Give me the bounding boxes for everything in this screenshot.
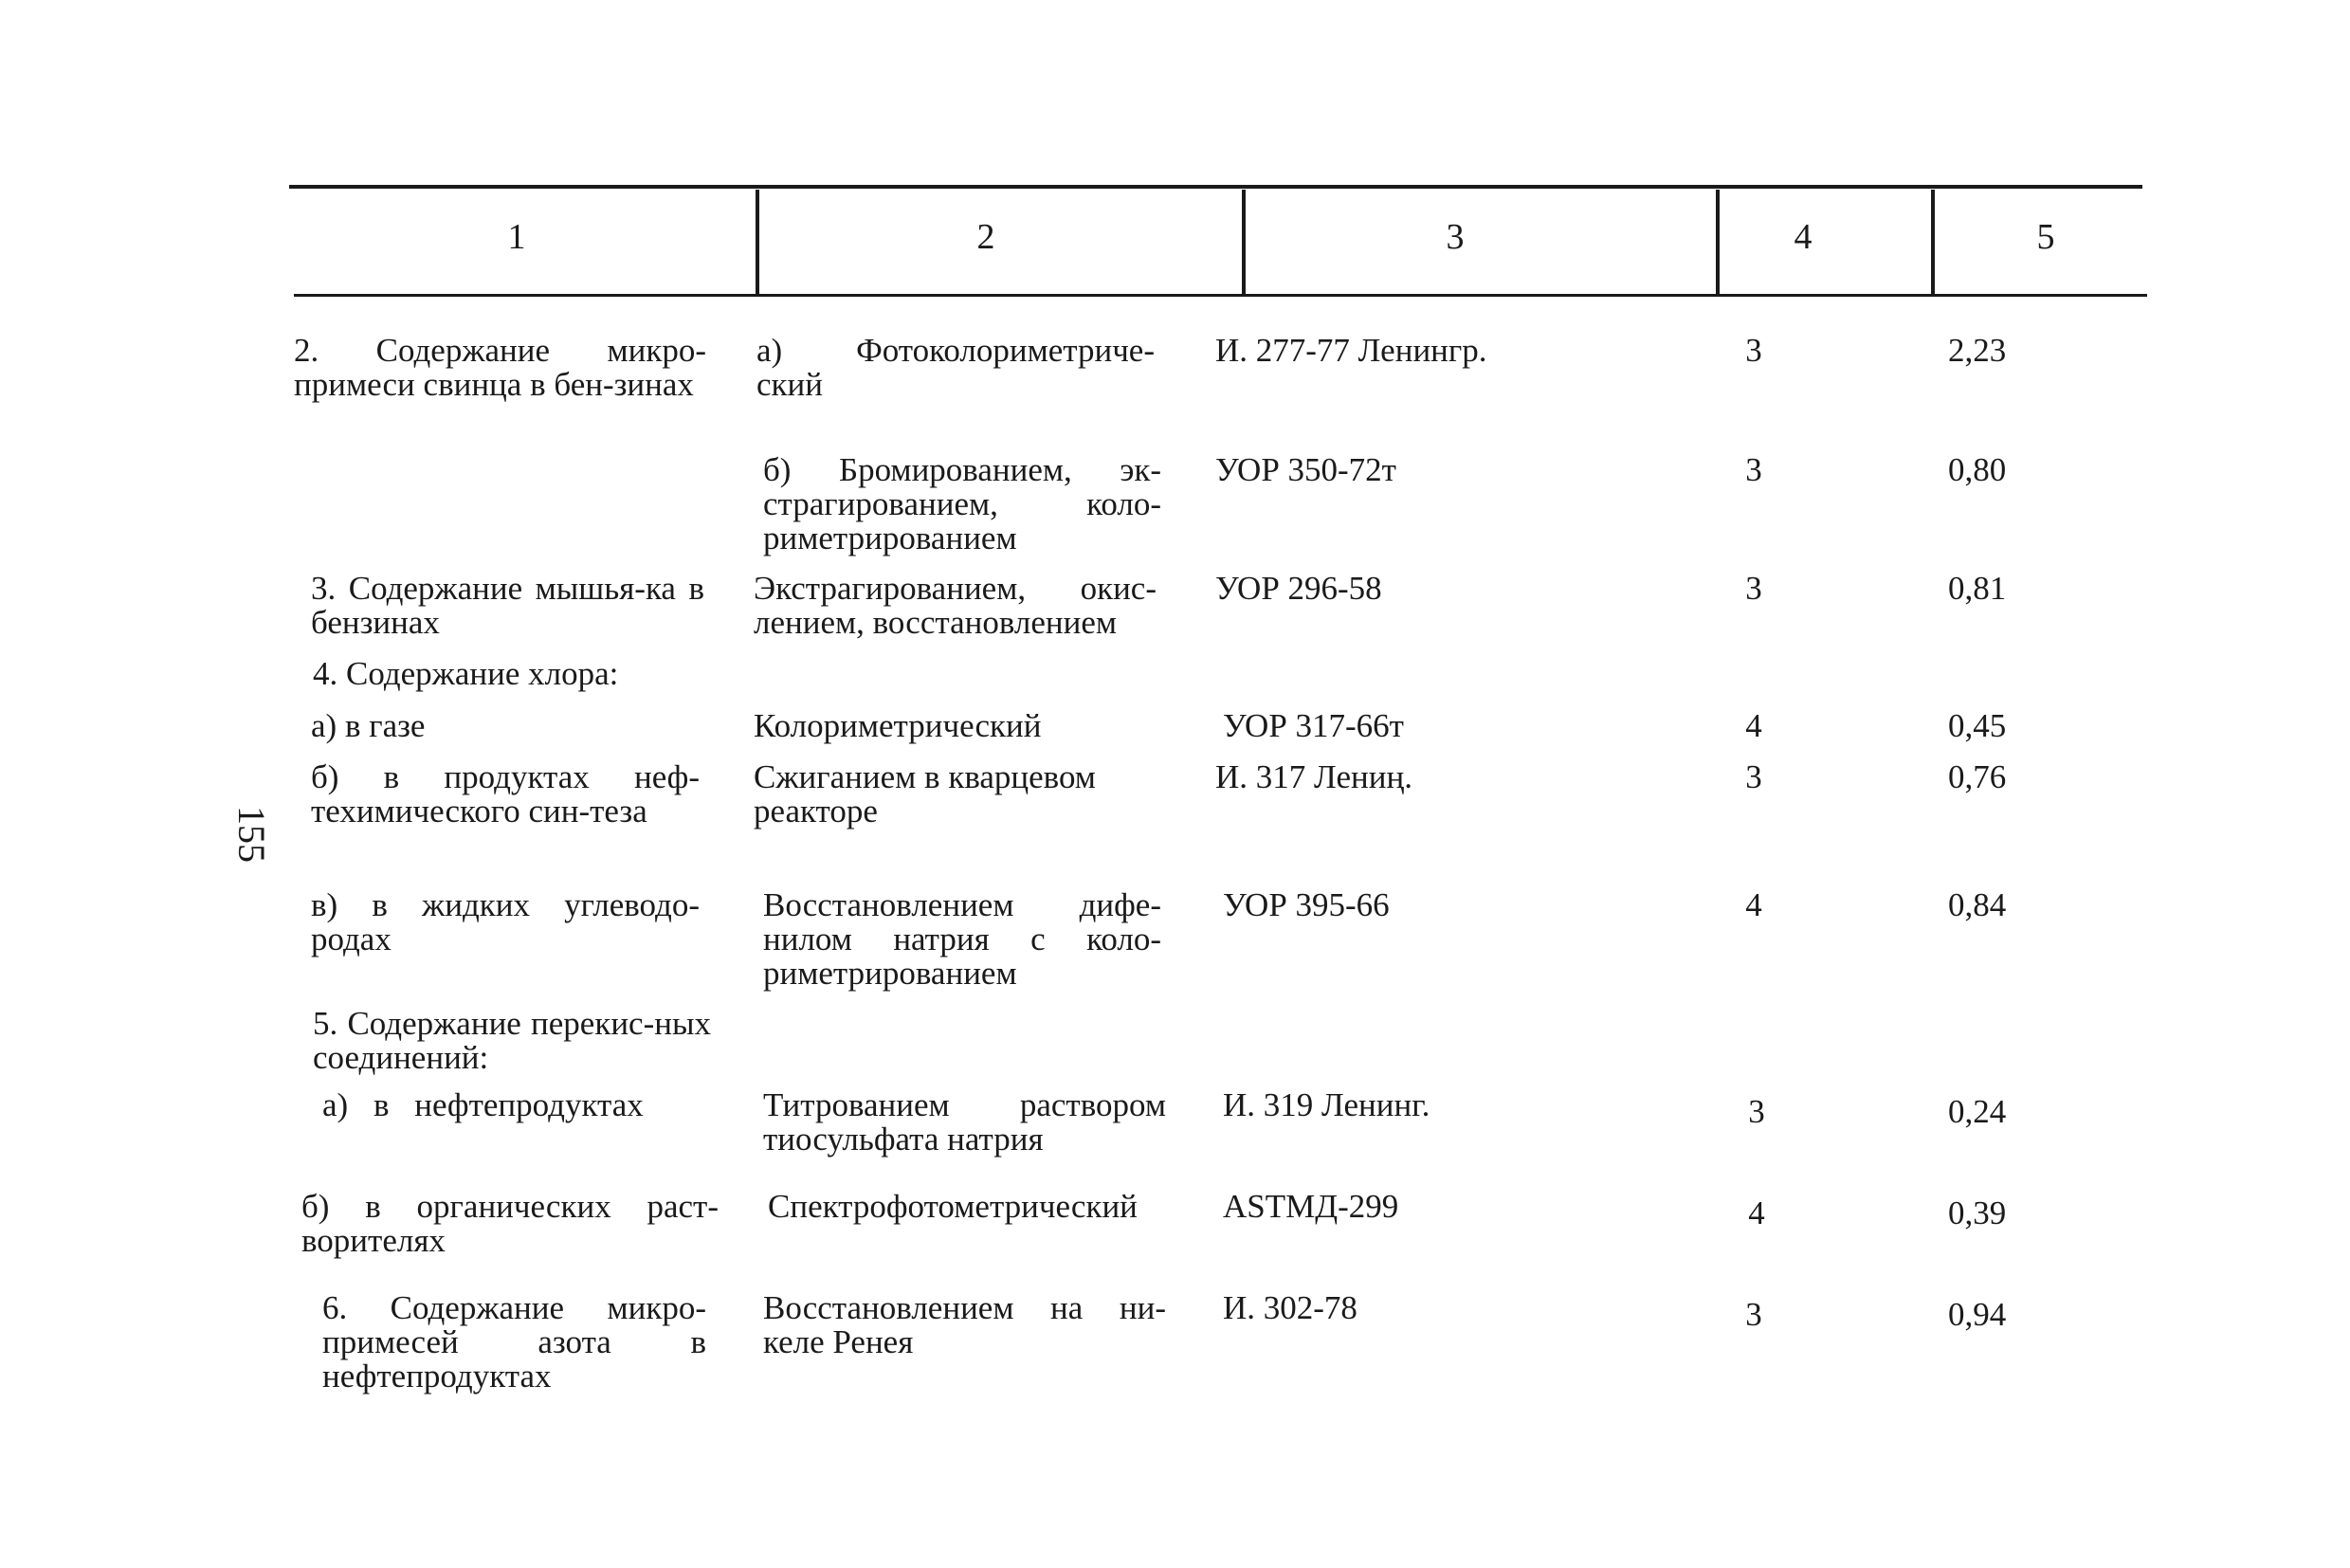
- table-cell-method: Восстановлением на ни-келе Ренея: [763, 1289, 1166, 1360]
- column-divider: [1716, 190, 1720, 296]
- column-header-1: 1: [507, 217, 526, 257]
- column-divider: [1242, 190, 1246, 296]
- table-cell-method: а) Фотоколориметриче-ский: [756, 332, 1155, 403]
- table-cell-indicator: в) в жидких углеводо-родах: [311, 886, 700, 957]
- table-cell-method: Экстрагированием, окис-лением, восстановлением: [754, 570, 1157, 641]
- table-cell-method: Сжиганием в кварцевом реакторе: [754, 758, 1096, 830]
- section-heading: 4. Содержание хлора:: [313, 655, 619, 692]
- table-cell-method: Колориметрический: [754, 707, 1042, 744]
- table-cell-method: Восстановлением дифе-нилом натрия с коло-риметрированием: [763, 886, 1161, 992]
- section-heading: 5. Содержание перекис-ных соединений:: [313, 1005, 711, 1076]
- column-header-4: 4: [1794, 217, 1813, 257]
- table-cell-indicator: б) в органических раст-ворителях: [301, 1188, 719, 1259]
- table-cell-indicator: 3. Содержание мышья-ка в бензинах: [311, 570, 704, 641]
- table-cell-col5: 0,76: [1948, 758, 2007, 795]
- table-cell-document: И. 277-77 Ленингр.: [1215, 332, 1487, 369]
- table-cell-col4: 4: [1748, 1194, 1765, 1231]
- table-cell-col4: 3: [1748, 1093, 1765, 1130]
- column-divider: [1931, 190, 1935, 296]
- column-divider: [756, 190, 759, 296]
- table-cell-col4: 3: [1745, 1296, 1762, 1333]
- table-cell-col5: 0,84: [1948, 886, 2007, 923]
- table-cell-document: УОР 395-66: [1223, 886, 1390, 923]
- table-cell-document: ASTMД-299: [1223, 1188, 1399, 1225]
- table-cell-col5: 0,45: [1948, 707, 2007, 744]
- table-cell-col4: 3: [1745, 451, 1762, 488]
- table-cell-indicator: а) в нефтепродуктах: [322, 1086, 644, 1123]
- header-bottom-rule: [294, 294, 2147, 297]
- table-cell-col5: 0,81: [1948, 570, 2007, 607]
- table-cell-col5: 0,39: [1948, 1194, 2007, 1231]
- table-cell-document: УОР 317-66т: [1223, 707, 1404, 744]
- table-cell-method: Спектрофотометрический: [768, 1188, 1138, 1225]
- table-cell-col5: 0,24: [1948, 1093, 2007, 1130]
- table-cell-indicator: 2. Содержание микро-примеси свинца в бен-зинах: [294, 332, 706, 403]
- table-cell-document: И. 302-78: [1223, 1289, 1357, 1326]
- table-cell-col5: 0,94: [1948, 1296, 2007, 1333]
- table-cell-col5: 2,23: [1948, 332, 2007, 369]
- table-cell-col4: 4: [1745, 886, 1762, 923]
- table-cell-col4: 3: [1745, 332, 1762, 369]
- column-header-3: 3: [1446, 217, 1465, 257]
- table-cell-document: И. 319 Ленинг.: [1223, 1086, 1430, 1123]
- column-header-2: 2: [976, 217, 995, 257]
- table-cell-document: УОР 296-58: [1215, 570, 1382, 607]
- column-header-5: 5: [2036, 217, 2055, 257]
- table-cell-indicator: а) в газе: [311, 707, 426, 744]
- table-cell-indicator: б) в продуктах неф-техимического син-теза: [311, 758, 700, 830]
- table-cell-col4: 3: [1745, 758, 1762, 795]
- table-cell-method: б) Бромированием, эк-страгированием, коло-риметрированием: [763, 451, 1161, 556]
- table-cell-col5: 0,80: [1948, 451, 2007, 488]
- page-number: 155: [230, 806, 273, 863]
- table-cell-indicator: 6. Содержание микро-примесей азота в нефтепродуктах: [322, 1289, 706, 1395]
- table-cell-col4: 4: [1745, 707, 1762, 744]
- table-cell-document: И. 317 Лениң.: [1215, 758, 1413, 795]
- table-cell-document: УОР 350-72т: [1215, 451, 1396, 488]
- table-cell-col4: 3: [1745, 570, 1762, 607]
- table-top-rule: [289, 185, 2142, 189]
- table-cell-method: Титрованием раствором тиосульфата натрия: [763, 1086, 1166, 1158]
